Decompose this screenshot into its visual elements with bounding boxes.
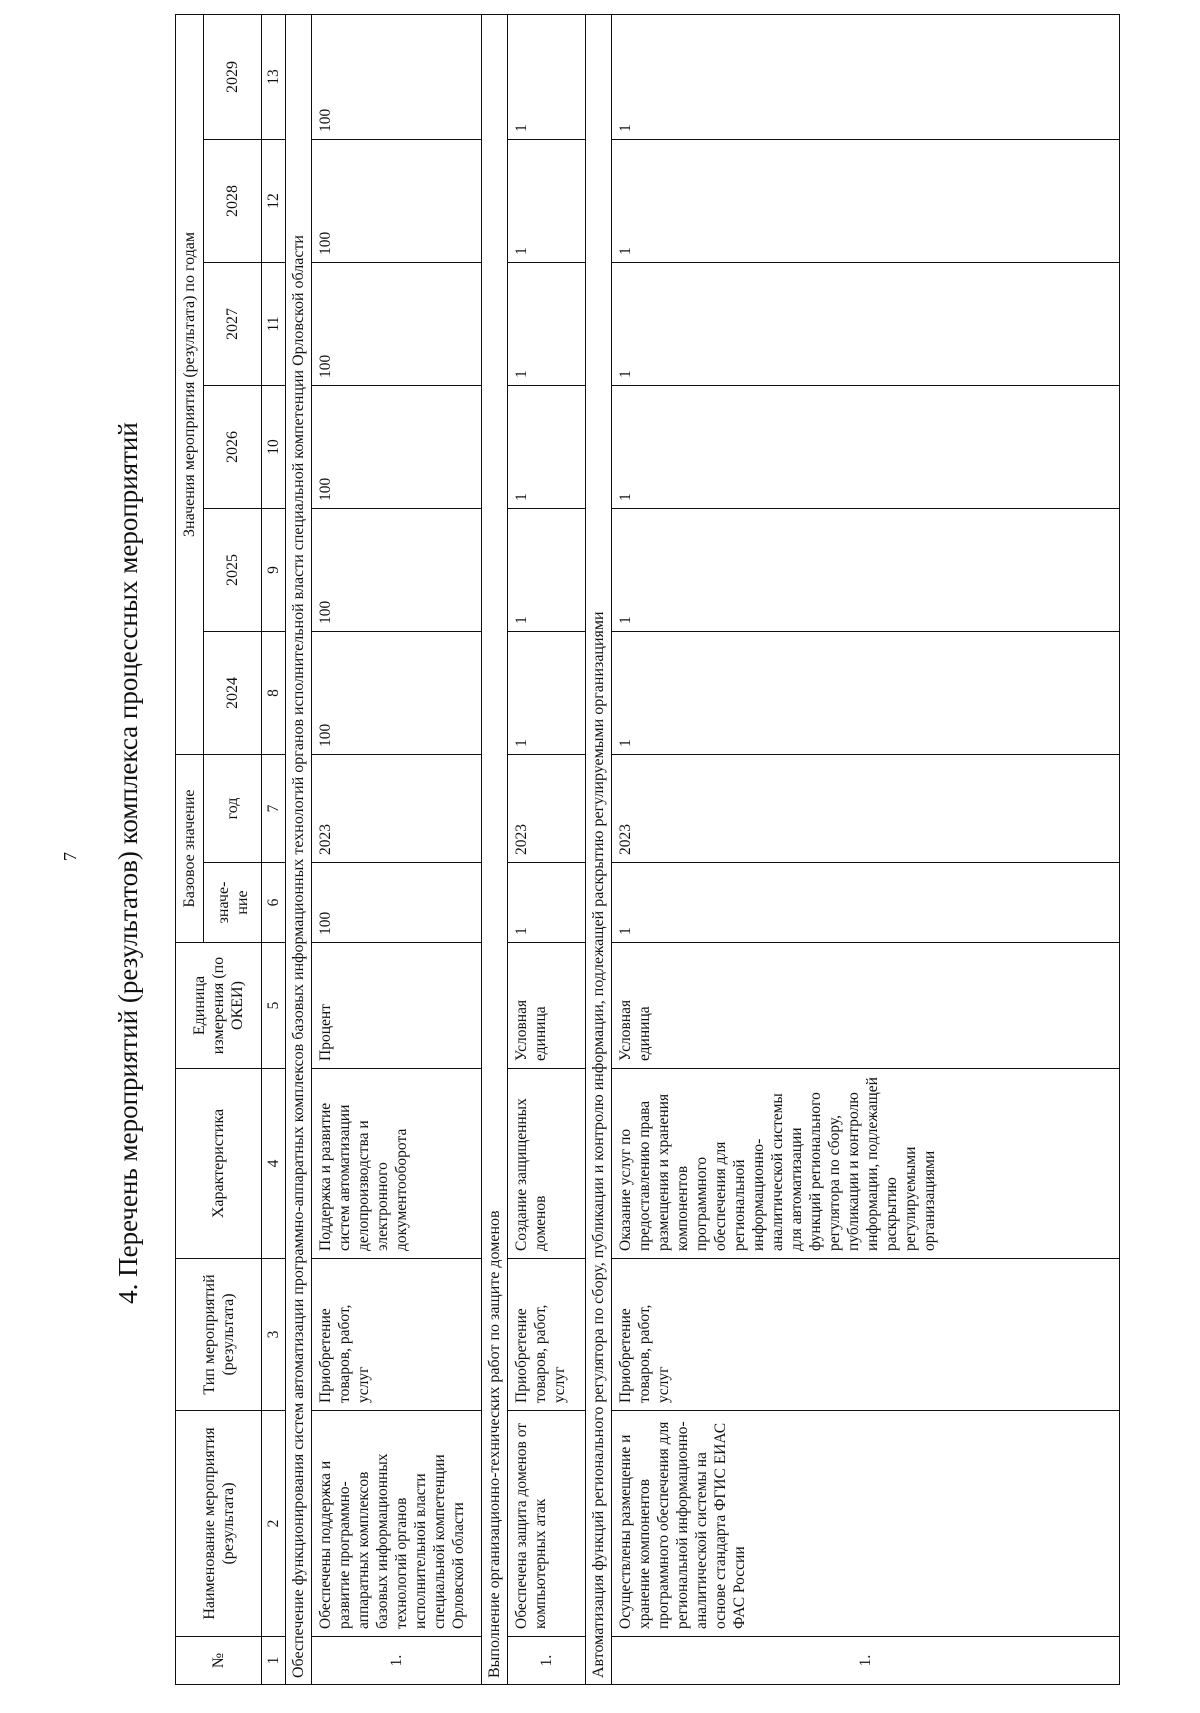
column-number: 7 xyxy=(262,754,286,862)
row-value: 1 xyxy=(508,508,586,631)
row-name: Осуществлены размещение и хранение компонентов программного обеспечения для региональной информационно-аналитической системы на основе стандарта ФГИС ЕИАС ФАС России xyxy=(612,1411,1120,1637)
row-base-value: 1 xyxy=(508,863,586,943)
row-value: 100 xyxy=(312,385,482,508)
column-numbers-row xyxy=(262,14,286,1684)
section-header xyxy=(482,14,508,1684)
row-characteristic: Создание защищенных доменов xyxy=(508,1069,586,1259)
header-name: Наименование мероприятия (результата) xyxy=(176,1411,262,1637)
row-value: 100 xyxy=(312,14,482,139)
row-base-year: 2023 xyxy=(508,754,586,862)
header-year: 2024 xyxy=(204,631,262,754)
row-value: 100 xyxy=(312,139,482,262)
row-base-year: 2023 xyxy=(612,754,1120,862)
header-num: № xyxy=(176,1637,262,1685)
row-value: 1 xyxy=(612,631,1120,754)
measures-table xyxy=(175,14,1120,1685)
column-number: 8 xyxy=(262,631,286,754)
row-base-value: 1 xyxy=(612,863,1120,943)
row-value: 1 xyxy=(612,14,1120,139)
header-year: 2027 xyxy=(204,262,262,385)
header-year: 2029 xyxy=(204,14,262,139)
row-unit: Условная единица xyxy=(508,943,586,1069)
section-title: Обеспечение функционирования систем автоматизации программно-аппаратных комплексов базовых информационных технологий органов исполнительной власти специальной компетенции Орловской области xyxy=(286,14,312,1684)
column-number: 12 xyxy=(262,139,286,262)
row-number: 1. xyxy=(508,1637,586,1685)
row-base-year: 2023 xyxy=(312,754,482,862)
row-value: 1 xyxy=(508,631,586,754)
header-year: 2025 xyxy=(204,508,262,631)
column-number: 13 xyxy=(262,14,286,139)
row-value: 1 xyxy=(612,385,1120,508)
row-characteristic: Оказание услуг по предоставлению права размещения и хранения компонентов программного обеспечения для региональной информационно-аналитической системы для автоматизации функций регионального регулятора по сбору, публикации и контролю информации, подлежащей раскрытию регулируемыми организациями xyxy=(612,1069,1120,1259)
row-name: Обеспечена защита доменов от компьютерных атак xyxy=(508,1411,586,1637)
header-base: Базовое значение xyxy=(176,754,204,942)
column-number: 10 xyxy=(262,385,286,508)
row-value: 1 xyxy=(508,385,586,508)
row-value: 100 xyxy=(312,262,482,385)
page-title: 4. Перечень мероприятий (результатов) комплекса процессных мероприятий xyxy=(113,422,143,1304)
column-number: 3 xyxy=(262,1259,286,1411)
table-row xyxy=(508,14,586,1684)
row-value: 1 xyxy=(612,508,1120,631)
header-row-1 xyxy=(176,14,204,1684)
section-title: Автоматизация функций регионального регулятора по сбору, публикации и контролю информации, подлежащей раскрытию регулируемыми организациями xyxy=(586,14,612,1684)
rotated-page xyxy=(0,13,1200,1713)
header-values-by-year: Значения мероприятия (результата) по годам xyxy=(176,14,204,754)
header-year: 2028 xyxy=(204,139,262,262)
row-number: 1. xyxy=(612,1637,1120,1685)
page-number: 7 xyxy=(60,852,80,861)
table-row xyxy=(312,14,482,1684)
header-type: Тип мероприятий (результата) xyxy=(176,1259,262,1411)
row-value: 1 xyxy=(508,262,586,385)
table-row xyxy=(612,14,1120,1684)
row-unit: Условная единица xyxy=(612,943,1120,1069)
section-header xyxy=(586,14,612,1684)
row-value: 100 xyxy=(312,631,482,754)
column-number: 2 xyxy=(262,1411,286,1637)
header-base-year: год xyxy=(204,754,262,862)
row-value: 1 xyxy=(612,262,1120,385)
section-header xyxy=(286,14,312,1684)
header-characteristic: Характеристика xyxy=(176,1069,262,1259)
row-characteristic: Поддержка и развитие систем автоматизации делопроизводства и электронного документооборота xyxy=(312,1069,482,1259)
header-unit: Единица измерения (по ОКЕИ) xyxy=(176,943,262,1069)
row-value: 100 xyxy=(312,508,482,631)
row-type: Приобретение товаров, работ, услуг xyxy=(508,1259,586,1411)
row-number: 1. xyxy=(312,1637,482,1685)
row-type: Приобретение товаров, работ, услуг xyxy=(612,1259,1120,1411)
header-year: 2026 xyxy=(204,385,262,508)
column-number: 5 xyxy=(262,943,286,1069)
section-title: Выполнение организационно-технических работ по защите доменов xyxy=(482,14,508,1684)
row-name: Обеспечены поддержка и развитие программно-аппаратных комплексов базовых информационных технологий органов исполнительной власти специальной компетенции Орловской области xyxy=(312,1411,482,1637)
column-number: 9 xyxy=(262,508,286,631)
column-number: 4 xyxy=(262,1069,286,1259)
row-unit: Процент xyxy=(312,943,482,1069)
row-value: 1 xyxy=(508,139,586,262)
row-type: Приобретение товаров, работ, услуг xyxy=(312,1259,482,1411)
column-number: 1 xyxy=(262,1637,286,1685)
row-value: 1 xyxy=(612,139,1120,262)
column-number: 6 xyxy=(262,863,286,943)
column-number: 11 xyxy=(262,262,286,385)
header-base-value: значе-ние xyxy=(204,863,262,943)
row-base-value: 100 xyxy=(312,863,482,943)
row-value: 1 xyxy=(508,14,586,139)
